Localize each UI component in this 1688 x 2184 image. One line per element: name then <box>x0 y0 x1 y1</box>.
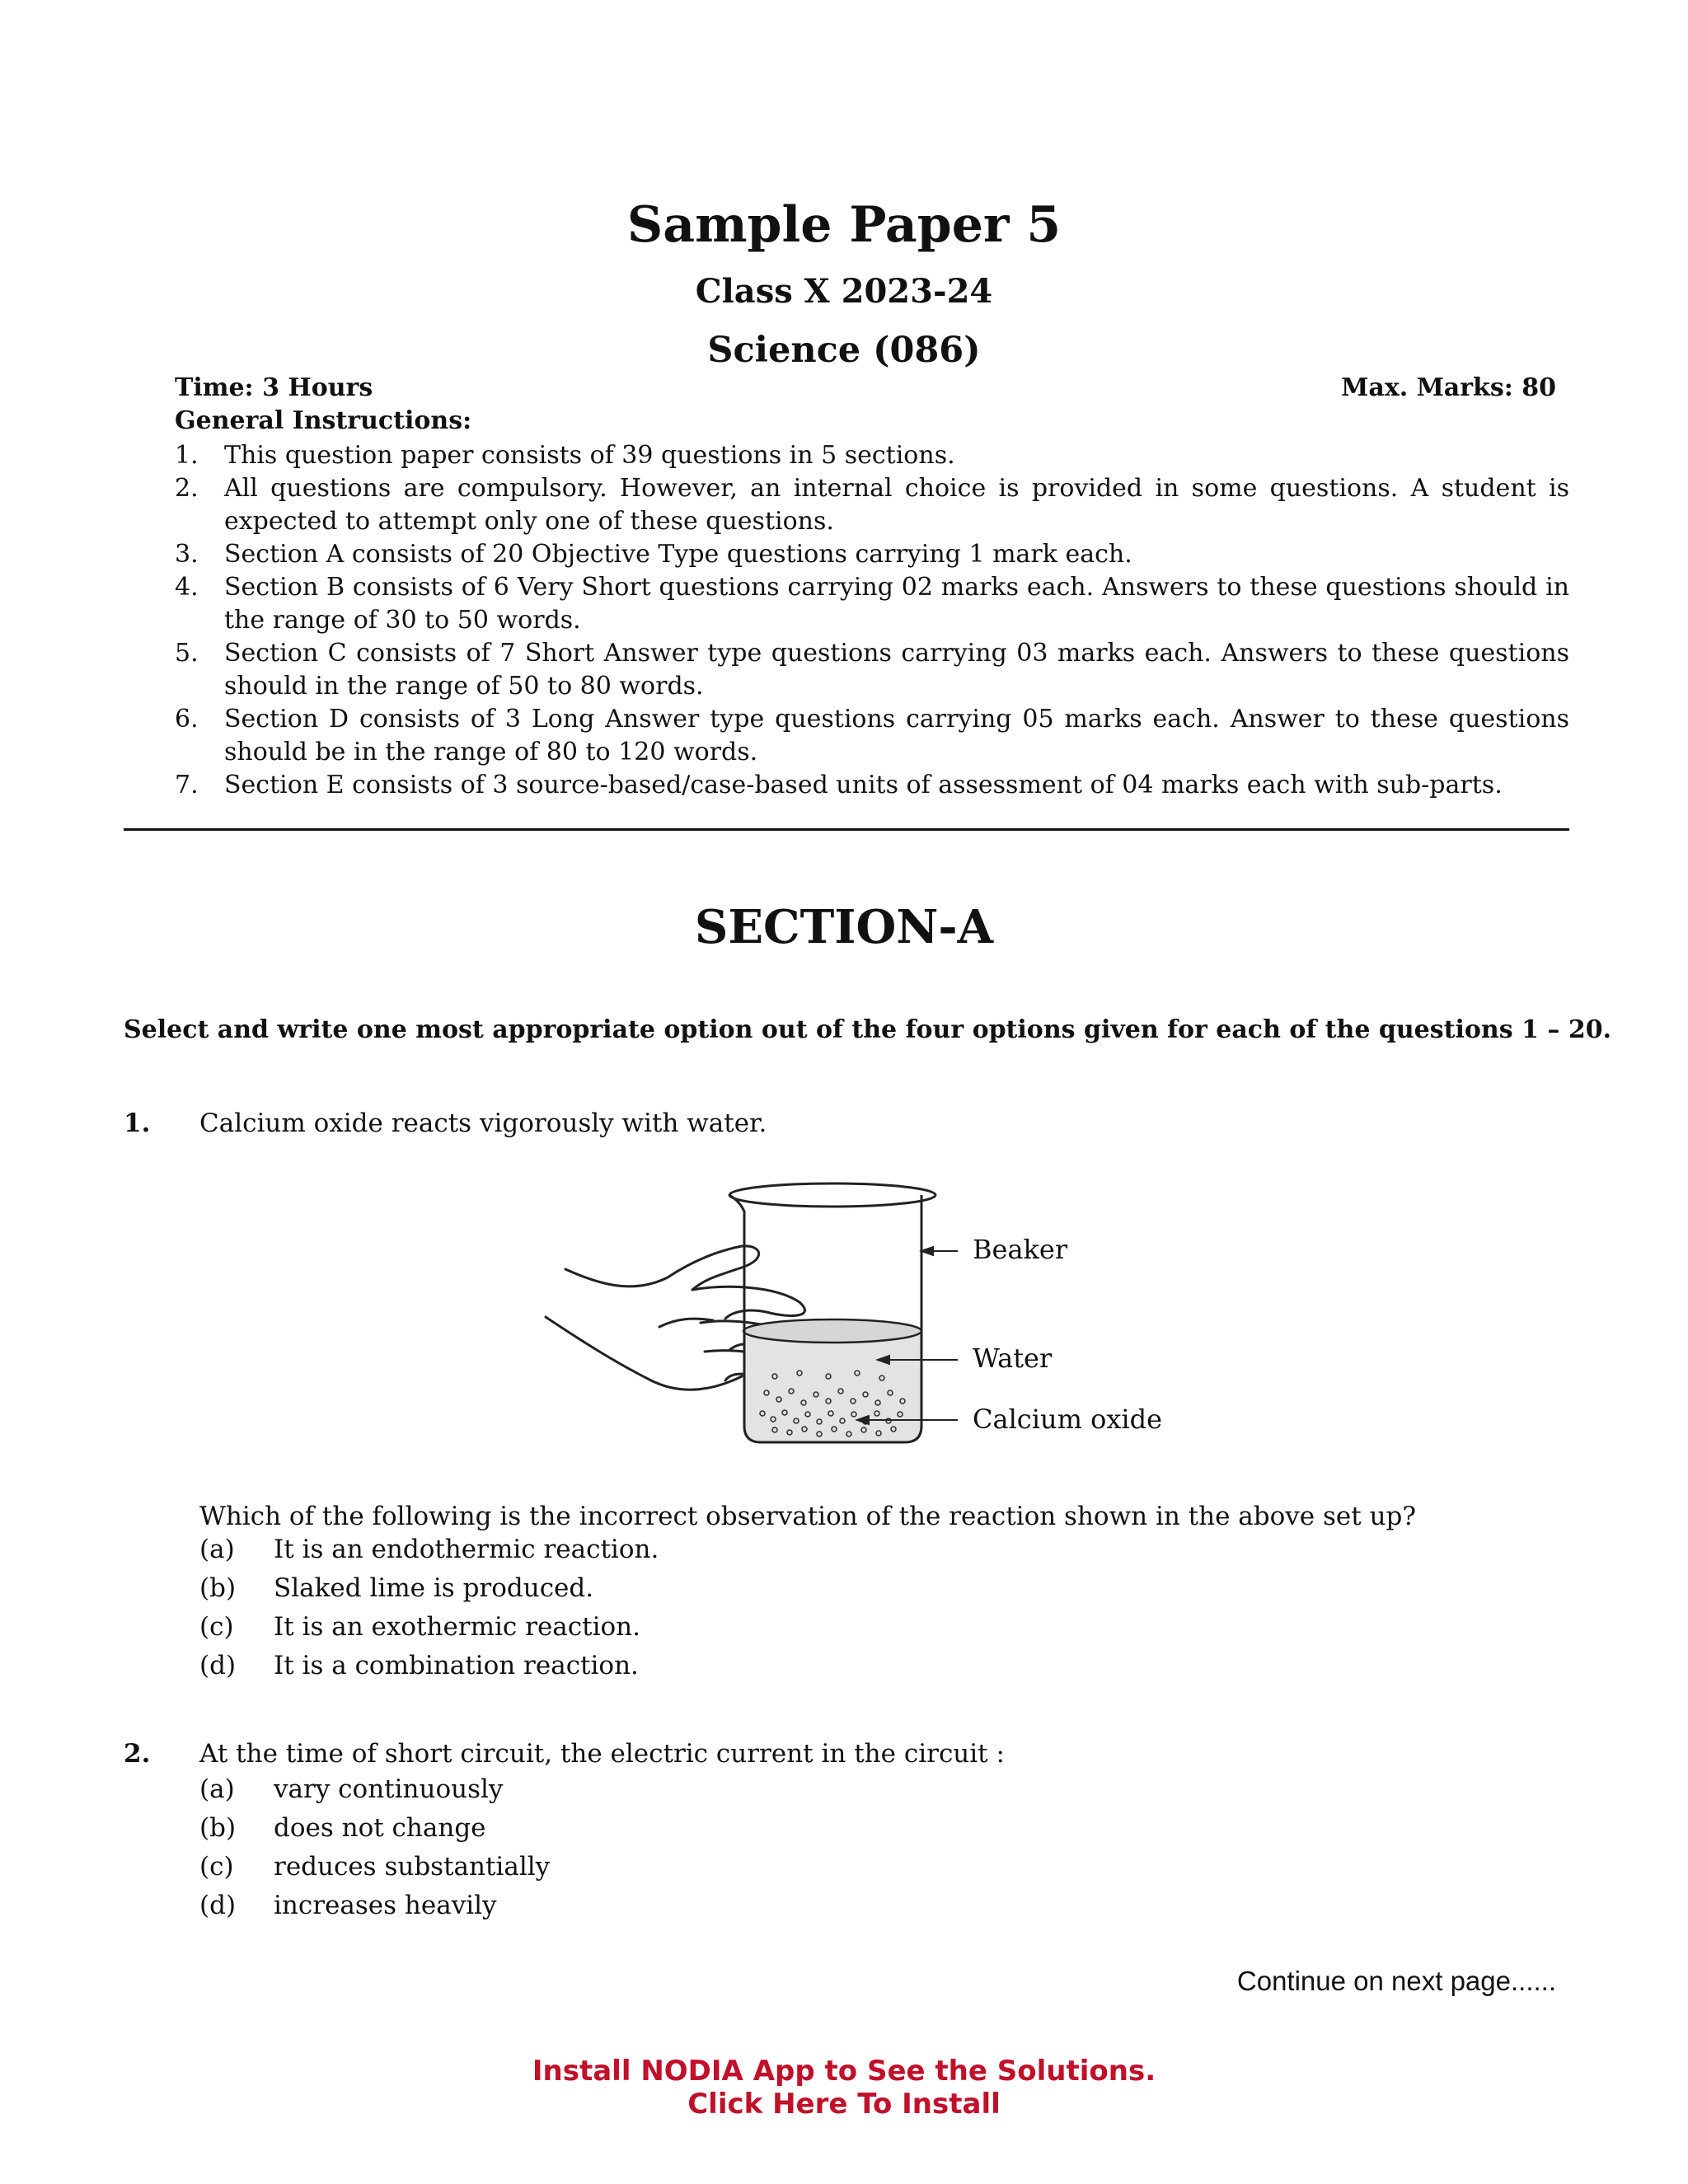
option-label: (c) <box>199 1612 234 1642</box>
option-label: (a) <box>199 1535 235 1564</box>
instruction-item <box>175 571 1569 637</box>
install-link[interactable]: Click Here To Install <box>687 2088 1001 2121</box>
question-1-option-a[interactable] <box>199 1535 659 1564</box>
question-2-option-a[interactable] <box>199 1774 503 1804</box>
label-calcium-oxide: Calcium oxide <box>973 1404 1163 1435</box>
instruction-number: 3. <box>175 540 199 569</box>
instruction-text: All questions are compulsory. However, an internal choice is provided in some questions. A student is expected to attempt only one of these questions. <box>224 474 1569 536</box>
option-label: (b) <box>199 1813 237 1843</box>
paper-title: Sample Paper 5 <box>626 196 1062 254</box>
question-2-number: 2. <box>124 1739 151 1769</box>
question-1-option-c[interactable] <box>199 1612 640 1642</box>
instruction-number: 4. <box>175 573 199 602</box>
option-text: increases heavily <box>274 1891 497 1920</box>
question-1-text: Calcium oxide reacts vigorously with water. <box>199 1108 767 1138</box>
water-fill <box>744 1331 921 1442</box>
section-title: SECTION-A <box>694 900 994 954</box>
instruction-item <box>175 703 1569 769</box>
instruction-item <box>175 538 1569 571</box>
label-water: Water <box>973 1343 1053 1374</box>
instruction-text: This question paper consists of 39 questions in 5 sections. <box>224 441 955 470</box>
question-1-prompt: Which of the following is the incorrect observation of the reaction shown in the above set up? <box>199 1502 1416 1531</box>
instruction-text: Section C consists of 7 Short Answer type questions carrying 03 marks each. Answers to these questions should in the range of 50 to 80 words. <box>224 639 1569 701</box>
install-promo[interactable] <box>0 2055 1688 2121</box>
instruction-number: 2. <box>175 474 199 503</box>
option-text: does not change <box>274 1813 486 1843</box>
question-2-option-c[interactable] <box>199 1852 550 1882</box>
option-label: (c) <box>199 1852 234 1882</box>
general-instructions-label: General Instructions: <box>175 406 472 435</box>
instruction-text: Section E consists of 3 source-based/case-based units of assessment of 04 marks each with sub-parts. <box>224 771 1503 799</box>
section-instruction: Select and write one most appropriate option out of the four options given for each of the questions 1 – 20. <box>124 1015 1612 1044</box>
instruction-text: Section A consists of 20 Objective Type questions carrying 1 mark each. <box>224 540 1132 569</box>
instructions-list <box>175 439 1569 802</box>
instruction-item <box>175 439 1569 472</box>
divider-rule <box>124 828 1569 831</box>
instruction-text: Section B consists of 6 Very Short questions carrying 02 marks each. Answers to these questions should in the range of 30 to 50 words. <box>224 573 1569 635</box>
option-label: (d) <box>199 1651 237 1680</box>
instruction-text: Section D consists of 3 Long Answer type questions carrying 05 marks each. Answer to these questions should be in the range of 80 to 120 words. <box>224 705 1569 766</box>
label-beaker: Beaker <box>973 1234 1068 1265</box>
option-text: vary continuously <box>274 1774 504 1804</box>
question-1-option-d[interactable] <box>199 1651 639 1680</box>
option-text: It is an exothermic reaction. <box>274 1612 641 1642</box>
instruction-item <box>175 637 1569 703</box>
question-1-option-b[interactable] <box>199 1573 593 1603</box>
class-line: Class X 2023-24 <box>695 272 993 311</box>
question-2-text: At the time of short circuit, the electric current in the circuit : <box>199 1739 1005 1769</box>
max-marks: Max. Marks: 80 <box>1341 373 1556 402</box>
time-allowed: Time: 3 Hours <box>175 373 373 402</box>
option-label: (d) <box>199 1891 237 1920</box>
instruction-item <box>175 769 1569 802</box>
option-text: It is an endothermic reaction. <box>274 1535 659 1564</box>
instruction-number: 7. <box>175 771 199 799</box>
instruction-item <box>175 472 1569 538</box>
instruction-number: 6. <box>175 705 199 733</box>
water-surface <box>743 1319 921 1343</box>
question-2-option-d[interactable] <box>199 1891 497 1920</box>
instruction-number: 5. <box>175 639 199 668</box>
option-text: It is a combination reaction. <box>274 1651 639 1680</box>
option-label: (b) <box>199 1573 237 1603</box>
option-label: (a) <box>199 1774 235 1804</box>
question-1-number: 1. <box>124 1108 151 1138</box>
option-text: reduces substantially <box>274 1852 551 1882</box>
install-promo-line1[interactable]: Install NODIA App to See the Solutions. <box>532 2055 1156 2088</box>
subject-line: Science (086) <box>707 330 981 371</box>
instruction-number: 1. <box>175 441 199 470</box>
option-text: Slaked lime is produced. <box>274 1573 594 1603</box>
continue-note: Continue on next page...... <box>1236 1966 1556 1996</box>
question-2-option-b[interactable] <box>199 1813 486 1843</box>
